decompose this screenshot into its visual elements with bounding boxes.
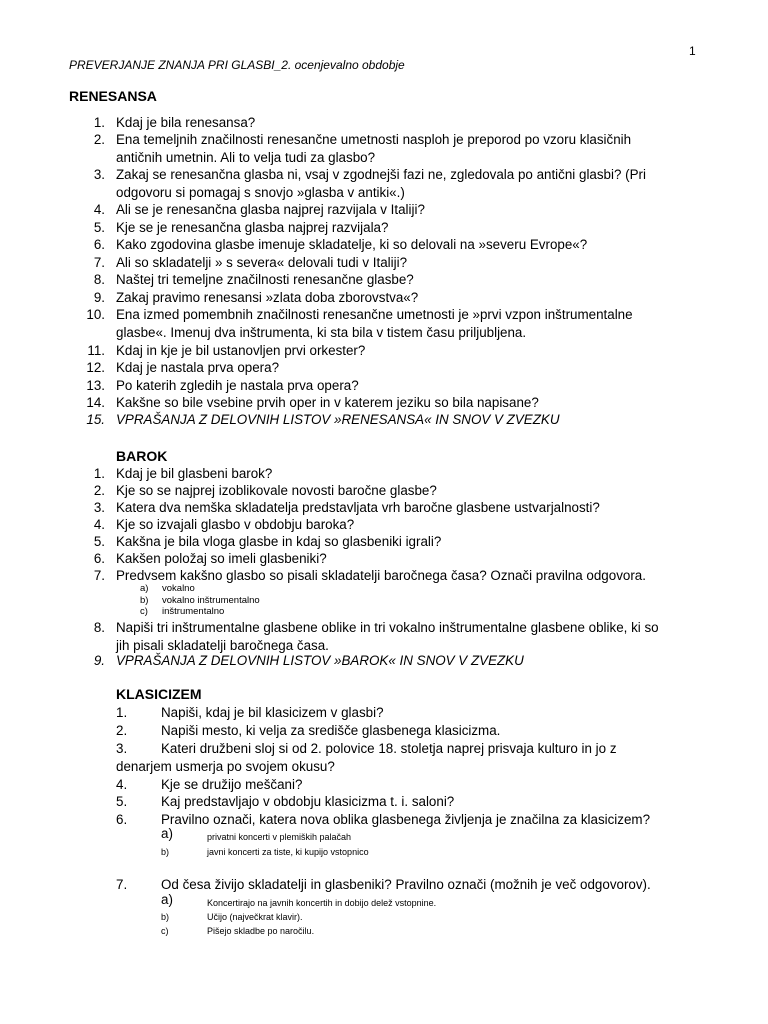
- item-number: 9.: [93, 290, 105, 305]
- item-text: Napiši mesto, ki velja za središče glasbenega klasicizma.: [161, 723, 501, 738]
- item-text: Kakšne so bile vsebine prvih oper in v katerem jeziku so bila napisane?: [116, 395, 539, 410]
- item-text: Ali se je renesančna glasba najprej razvijala v Italiji?: [116, 202, 425, 217]
- item-text: Kje se je renesančna glasba najprej razvijala?: [116, 220, 389, 235]
- item-number: 6.: [93, 551, 105, 566]
- item-text: Predvsem kakšno glasbo so pisali skladatelji baročnega časa? Označi pravilna odgovora.: [116, 568, 646, 583]
- item-text: Pravilno označi, katera nova oblika glasbenega življenja je značilna za klasicizem?: [161, 812, 651, 827]
- item-number: 2.: [116, 723, 128, 738]
- item-number: 7.: [93, 568, 105, 583]
- item-text: Kakšna je bila vloga glasbe in kdaj so glasbeniki igrali?: [116, 534, 442, 549]
- item-number: 4.: [93, 517, 105, 532]
- item-text: Kdaj je bila renesansa?: [116, 115, 256, 130]
- item-text: Kje se družijo meščani?: [161, 777, 303, 792]
- option-text: Pišejo skladbe po naročilu.: [207, 926, 315, 936]
- item-text: Kdaj je bil glasbeni barok?: [116, 466, 273, 481]
- option-text: javni koncerti za tiste, ki kupijo vstopnico: [207, 847, 369, 857]
- item-number: 7.: [116, 877, 128, 892]
- item-number: 11.: [87, 343, 105, 358]
- item-text: odgovoru si pomagaj s snovjo »glasba v antiki«.): [116, 184, 405, 200]
- option-letter: b): [161, 847, 170, 857]
- option-letter: a): [140, 583, 149, 594]
- item-number: 3.: [93, 167, 105, 182]
- item-number: 5.: [93, 534, 105, 549]
- item-text: Kje so izvajali glasbo v obdobju baroka?: [116, 517, 355, 532]
- option-text: inštrumentalno: [162, 606, 225, 617]
- item-text: Po katerih zgledih je nastala prva opera?: [116, 378, 359, 393]
- item-number: 14.: [86, 395, 105, 410]
- option-text: Koncertirajo na javnih koncertih in dobijo delež vstopnine.: [207, 898, 437, 908]
- option-text: Učijo (največkrat klavir).: [207, 912, 303, 922]
- item-text: Kdaj je nastala prva opera?: [116, 360, 280, 375]
- item-number: 4.: [93, 202, 105, 217]
- item-text: jih pisali skladatelji baročnega časa.: [116, 637, 329, 653]
- item-text: Ena temeljnih značilnosti renesančne umetnosti nasploh je preporod po vzoru klasičnih: [116, 132, 632, 147]
- item-number: 5.: [116, 794, 128, 809]
- item-text: Napiši, kdaj je bil klasicizem v glasbi?: [161, 705, 384, 720]
- item-text: Ena izmed pomembnih značilnosti renesančne umetnosti je »prvi vzpon inštrumentalne: [116, 307, 633, 322]
- item-text: Ali so skladatelji » s severa« delovali tudi v Italiji?: [116, 255, 408, 270]
- item-text: Naštej tri temeljne značilnosti renesančne glasbe?: [116, 272, 414, 287]
- item-number: 7.: [93, 255, 105, 270]
- option-letter: a): [161, 892, 173, 907]
- item-number: 5.: [93, 220, 105, 235]
- item-text: VPRAŠANJA Z DELOVNIH LISTOV »RENESANSA« IN SNOV V ZVEZKU: [116, 412, 560, 427]
- item-number: 8.: [93, 272, 105, 287]
- item-text: Kaj predstavljajo v obdobju klasicizma t. i. saloni?: [161, 794, 455, 809]
- item-number: 12.: [86, 360, 105, 375]
- item-number: 1.: [93, 115, 105, 130]
- item-text: Zakaj pravimo renesansi »zlata doba zborovstva«?: [116, 290, 419, 305]
- item-number: 2.: [93, 132, 105, 147]
- item-number: 13.: [86, 378, 105, 393]
- item-number: 9.: [93, 653, 105, 668]
- option-letter: c): [140, 606, 148, 617]
- item-text: Kateri družbeni sloj si od 2. polovice 18. stoletja naprej prisvaja kulturo in jo z: [161, 741, 617, 756]
- section-heading-barok: BAROK: [116, 448, 168, 464]
- section-heading-klasicizem: KLASICIZEM: [116, 686, 202, 702]
- option-text: vokalno inštrumentalno: [162, 595, 260, 606]
- item-number: 6.: [116, 812, 128, 827]
- item-text: Napiši tri inštrumentalne glasbene oblike in tri vokalno inštrumentalne glasbene oblike, ki so: [116, 620, 659, 635]
- option-letter: c): [161, 926, 169, 936]
- item-number: 3.: [93, 500, 105, 515]
- item-text: Kje so se najprej izoblikovale novosti baročne glasbe?: [116, 483, 437, 498]
- page-number: 1: [689, 44, 696, 58]
- option-letter: b): [161, 912, 170, 922]
- item-number: 1.: [116, 705, 128, 720]
- section-heading-renesansa: RENESANSA: [69, 88, 157, 104]
- item-text: Zakaj se renesančna glasba ni, vsaj v zgodnejši fazi ne, zgledovala po antični glasbi? (Pri: [116, 167, 646, 182]
- item-text: denarjem usmerja po svojem okusu?: [116, 759, 335, 774]
- option-letter: b): [140, 595, 149, 606]
- item-text: Kakšen položaj so imeli glasbeniki?: [116, 551, 327, 566]
- item-number: 1.: [93, 466, 105, 481]
- item-text: antičnih umetnin. Ali to velja tudi za glasbo?: [116, 149, 376, 165]
- item-number: 6.: [93, 237, 105, 252]
- item-text: VPRAŠANJA Z DELOVNIH LISTOV »BAROK« IN SNOV V ZVEZKU: [116, 653, 524, 668]
- item-number: 8.: [93, 620, 105, 635]
- document-header: PREVERJANJE ZNANJA PRI GLASBI_2. ocenjevalno obdobje: [69, 58, 405, 72]
- option-text: vokalno: [162, 583, 195, 594]
- item-number: 3.: [116, 741, 128, 756]
- option-text: privatni koncerti v plemiških palačah: [207, 832, 352, 842]
- item-number: 4.: [116, 777, 128, 792]
- item-text: Kako zgodovina glasbe imenuje skladatelje, ki so delovali na »severu Evrope«?: [116, 237, 588, 252]
- option-letter: a): [161, 826, 173, 841]
- item-number: 10.: [86, 307, 105, 322]
- item-number: 15.: [86, 412, 105, 427]
- item-number: 2.: [93, 483, 105, 498]
- item-text: Katera dva nemška skladatelja predstavljata vrh baročne glasbene ustvarjalnosti?: [116, 500, 600, 515]
- item-text: Od česa živijo skladatelji in glasbeniki? Pravilno označi (možnih je več odgovorov).: [161, 877, 651, 892]
- item-text: glasbe«. Imenuj dva inštrumenta, ki sta bila v tistem času priljubljena.: [116, 324, 527, 340]
- item-text: Kdaj in kje je bil ustanovljen prvi orkester?: [116, 343, 366, 358]
